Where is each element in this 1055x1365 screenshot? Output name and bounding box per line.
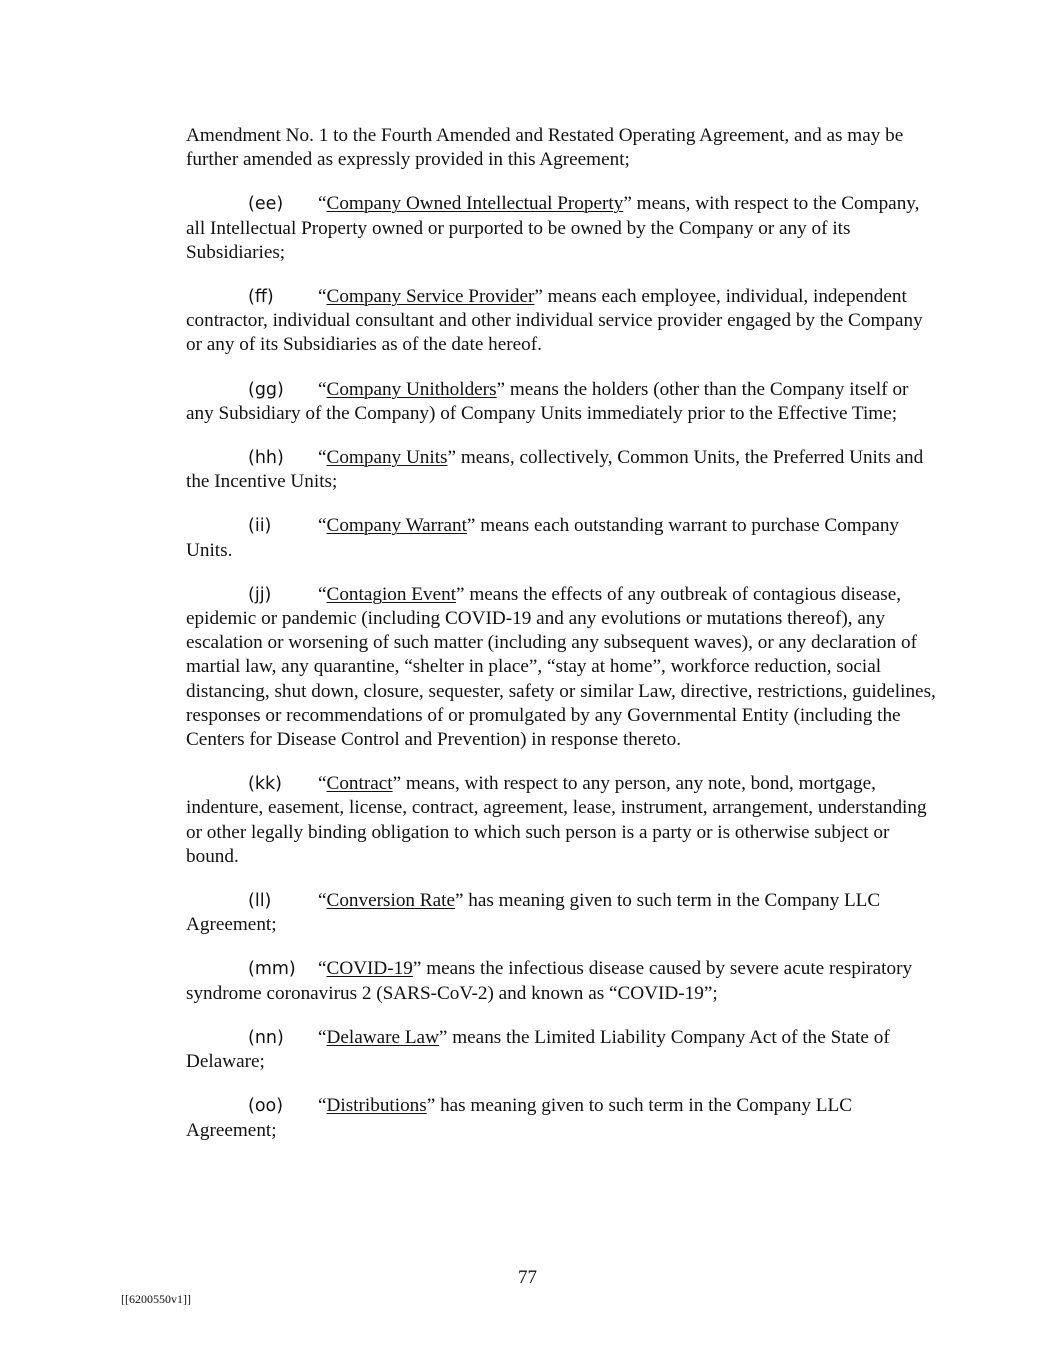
document-id: [[6200550v1]] — [121, 1292, 191, 1306]
defined-term: Company Units — [326, 447, 448, 469]
definition-body: ” means each employee, individual, independent contractor, individual consultant and other individual service provider engaged by the Company or any of its Subsidiaries as of the date hereof. — [186, 286, 923, 356]
definition-body: ” means each outstanding warrant to purchase Company Units. — [186, 515, 900, 561]
definition-body: ” means the holders (other than the Company itself or any Subsidiary of the Company) of Company Units immediately prior to the Effective Time; — [186, 378, 909, 424]
open-quote: “ — [318, 1095, 327, 1117]
defined-term: Company Owned Intellectual Property — [326, 193, 624, 215]
defined-term: Contract — [326, 773, 393, 795]
definition-label: (mm) — [248, 959, 296, 980]
definition-body: ” means, with respect to any person, any note, bond, mortgage, indenture, easement, license, contract, agreement, lease, instrument, arrangement, understanding or other legally binding obligation to which such person is a party or is otherwise subject or bound. — [186, 773, 927, 867]
defined-term: Contagion Event — [326, 583, 457, 605]
definition-label: (nn) — [248, 1027, 284, 1048]
definition-label: (ff) — [248, 287, 274, 308]
page-number: 77 — [518, 1267, 537, 1288]
definition-ll — [186, 889, 936, 937]
definition-body: ” means, with respect to the Company, all Intellectual Property owned or purported to be owned by the Company or any of its Subsidiaries; — [186, 193, 920, 263]
defined-term: Delaware Law — [326, 1026, 439, 1048]
open-quote: “ — [318, 286, 327, 308]
definition-label: (ll) — [248, 891, 272, 912]
definition-label: (hh) — [248, 448, 284, 469]
definition-body: ” has meaning given to such term in the Company LLC Agreement; — [186, 1095, 852, 1141]
definition-label: (gg) — [248, 379, 284, 400]
defined-term: Company Service Provider — [326, 286, 535, 308]
definition-ee — [186, 192, 936, 265]
open-quote: “ — [318, 890, 327, 912]
defined-term: COVID-19 — [326, 958, 413, 980]
definition-kk — [186, 772, 936, 869]
definition-label: (ee) — [248, 194, 284, 215]
definition-label: (oo) — [248, 1096, 284, 1117]
definition-mm — [186, 957, 936, 1005]
definition-ii — [186, 514, 936, 562]
document-body — [186, 124, 936, 1163]
open-quote: “ — [318, 958, 327, 980]
definition-nn — [186, 1026, 936, 1074]
open-quote: “ — [318, 515, 327, 537]
definition-body: ” means, collectively, Common Units, the Preferred Units and the Incentive Units; — [186, 447, 924, 493]
definition-label: (kk) — [248, 774, 282, 795]
definition-body: ” means the effects of any outbreak of contagious disease, epidemic or pandemic (including COVID-19 and any evolutions or mutations thereof), any escalation or worsening of such matter (including any subsequent waves), or any declaration of martial law, any quarantine, “shelter in place”, “stay at home”, workforce reduction, social distancing, shut down, closure, sequester, safety or similar Law, directive, restrictions, guidelines, responses or recommendations of or promulgated by any Governmental Entity (including the Centers for Disease Control and Prevention) in response thereto. — [186, 583, 936, 751]
intro-text: Amendment No. 1 to the Fourth Amended and Restated Operating Agreement, and as may be further amended as expressly provided in this Agreement; — [186, 125, 904, 171]
definition-jj — [186, 583, 936, 752]
defined-term: Conversion Rate — [326, 890, 455, 912]
definition-label: (jj) — [248, 584, 272, 605]
open-quote: “ — [318, 193, 327, 215]
definition-body: ” means the Limited Liability Company Act of the State of Delaware; — [186, 1026, 890, 1073]
defined-term: Company Unitholders — [326, 378, 497, 400]
definition-body: ” means the infectious disease caused by severe acute respiratory syndrome coronavirus 2 (SARS-CoV-2) and known as “COVID-19”; — [186, 958, 913, 1004]
open-quote: “ — [318, 1026, 327, 1048]
open-quote: “ — [318, 773, 327, 795]
intro-paragraph — [186, 124, 936, 172]
definition-ff — [186, 285, 936, 358]
definition-body: ” has meaning given to such term in the Company LLC Agreement; — [186, 890, 881, 936]
open-quote: “ — [318, 378, 327, 400]
open-quote: “ — [318, 583, 327, 605]
definition-gg — [186, 378, 936, 426]
open-quote: “ — [318, 447, 327, 469]
defined-term: Company Warrant — [326, 515, 467, 537]
definition-oo — [186, 1094, 936, 1142]
definition-label: (ii) — [248, 516, 272, 537]
definition-hh — [186, 446, 936, 494]
defined-term: Distributions — [326, 1095, 427, 1117]
